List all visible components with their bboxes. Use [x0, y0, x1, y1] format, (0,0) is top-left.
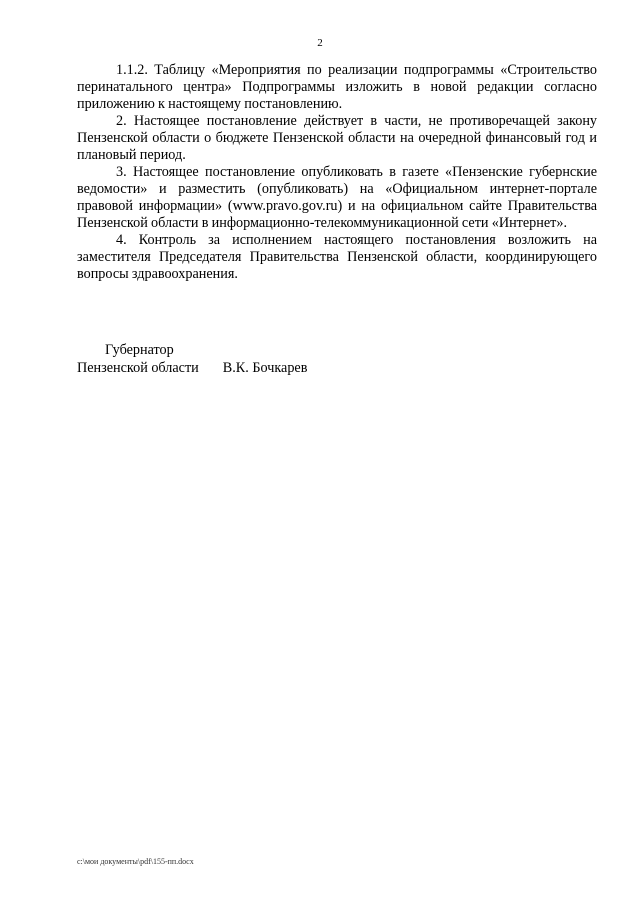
paragraph-4: 4. Контроль за исполнением настоящего постановления возложить на заместителя Председателя Правительства Пензенской области, координирующего вопросы здравоохранения. — [77, 232, 597, 282]
signatory-name: В.К. Бочкарев — [222, 360, 308, 376]
footer-file-path: c:\мои документы\pdf\155-пп.docx — [77, 857, 194, 866]
page-number: 2 — [317, 37, 323, 49]
document-body — [77, 62, 597, 283]
paragraph-1-1-2: 1.1.2. Таблицу «Мероприятия по реализации подпрограммы «Строительство перинатального центра» Подпрограммы изложить в новой редакции согласно приложению к настоящему постановлению. — [77, 62, 597, 112]
signatory-region: Пензенской области — [77, 360, 199, 376]
signatory-line — [77, 359, 477, 377]
signatory-position: Губернатор — [105, 342, 174, 358]
signature-block — [77, 341, 477, 377]
paragraph-2: 2. Настоящее постановление действует в части, не противоречащей закону Пензенской области о бюджете Пензенской области на очередной финансовый год и плановый период. — [77, 113, 597, 163]
paragraph-3: 3. Настоящее постановление опубликовать в газете «Пензенские губернские ведомости» и разместить (опубликовать) на «Официальном интернет-портале правовой информации» (www.pravo.gov.ru) и на официальном сайте Правительства Пензенской области в информационно-телекоммуникационной сети «Интернет». — [77, 164, 597, 231]
